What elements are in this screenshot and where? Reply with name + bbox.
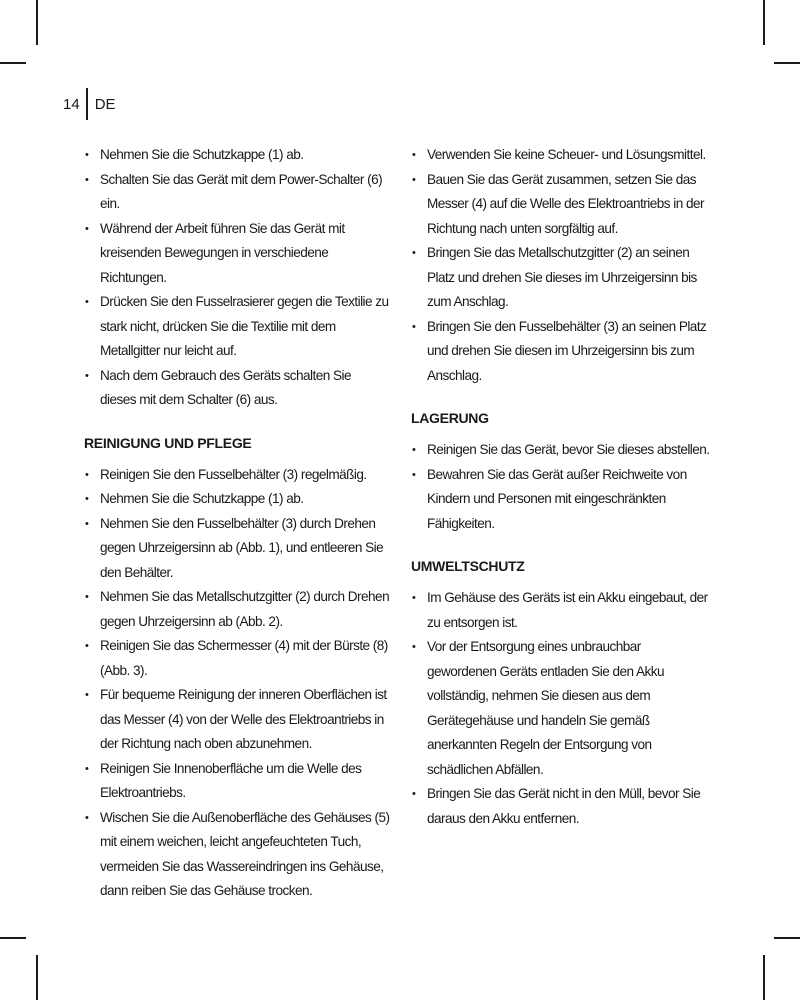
list-item: • Während der Arbeit führen Sie das Gerät mit kreisenden Bewegungen in verschiedene Richtungen. [84, 217, 390, 291]
list-item: • Bringen Sie das Metallschutzgitter (2) an seinen Platz und drehen Sie dieses im Uhrzeigersinn bis zum Anschlag. [411, 241, 713, 315]
list-item: • Vor der Entsorgung eines unbrauchbar gewordenen Geräts entladen Sie den Akku vollständig, nehmen Sie diesen aus dem Gerätegehäuse und handeln Sie gemäß anerkannten Regeln der Entsorgung von schädlichen Abfällen. [411, 635, 713, 782]
cleaning-list [84, 463, 390, 904]
list-item: • Verwenden Sie keine Scheuer- und Lösungsmittel. [411, 143, 713, 168]
cleaning-heading: REINIGUNG UND PFLEGE [84, 434, 252, 451]
crop-mark-bottom-left-horizontal [0, 937, 26, 939]
list-item: • Im Gehäuse des Geräts ist ein Akku eingebaut, der zu entsorgen ist. [411, 586, 713, 635]
list-item: • Wischen Sie die Außenoberfläche des Gehäuses (5) mit einem weichen, leicht angefeuchteten Tuch, vermeiden Sie das Wassereindringen ins Gehäuse, dann reiben Sie das Gehäuse trocken. [84, 806, 390, 904]
storage-heading: LAGERUNG [411, 410, 489, 426]
crop-mark-top-left-vertical [36, 0, 38, 45]
environment-heading: UMWELTSCHUTZ [411, 558, 525, 574]
page-header [63, 88, 116, 120]
left-column [84, 143, 390, 904]
crop-mark-bottom-right-vertical [763, 955, 765, 1000]
list-item: • Nach dem Gebrauch des Geräts schalten Sie dieses mit dem Schalter (6) aus. [84, 364, 390, 413]
crop-mark-top-right-horizontal [774, 62, 800, 64]
crop-mark-bottom-left-vertical [36, 955, 38, 1000]
language-code: DE [94, 95, 116, 113]
list-item: • Nehmen Sie den Fusselbehälter (3) durch Drehen gegen Uhrzeigersinn ab (Abb. 1), und entleeren Sie den Behälter. [84, 512, 390, 586]
list-item: • Bauen Sie das Gerät zusammen, setzen Sie das Messer (4) auf die Welle des Elektroantriebs in der Richtung nach unten sorgfältig auf. [411, 168, 713, 242]
list-item: • Bewahren Sie das Gerät außer Reichweite von Kindern und Personen mit eingeschränkten Fähigkeiten. [411, 463, 713, 537]
crop-mark-top-left-horizontal [0, 62, 26, 64]
list-item: • Nehmen Sie die Schutzkappe (1) ab. [84, 143, 390, 168]
right-column [411, 143, 713, 831]
list-item: • Bringen Sie den Fusselbehälter (3) an seinen Platz und drehen Sie diesen im Uhrzeigersinn bis zum Anschlag. [411, 315, 713, 389]
list-item: • Schalten Sie das Gerät mit dem Power-Schalter (6) ein. [84, 168, 390, 217]
storage-list [411, 438, 713, 536]
page-number: 14 [63, 95, 80, 113]
list-item: • Reinigen Sie das Gerät, bevor Sie dieses abstellen. [411, 438, 713, 463]
usage-list [84, 143, 390, 413]
list-item: • Reinigen Sie Innenoberfläche um die Welle des Elektroantriebs. [84, 757, 390, 806]
list-item: • Drücken Sie den Fusselrasierer gegen die Textilie zu stark nicht, drücken Sie die Textilie mit dem Metallgitter nur leicht auf. [84, 290, 390, 364]
crop-mark-bottom-right-horizontal [774, 937, 800, 939]
list-item: • Nehmen Sie die Schutzkappe (1) ab. [84, 487, 390, 512]
list-item: • Für bequeme Reinigung der inneren Oberflächen ist das Messer (4) von der Welle des Elektroantriebs in der Richtung nach oben abzunehmen. [84, 683, 390, 757]
list-item: • Reinigen Sie das Schermesser (4) mit der Bürste (8) (Abb. 3). [84, 634, 390, 683]
list-item: • Reinigen Sie den Fusselbehälter (3) regelmäßig. [84, 463, 390, 488]
list-item: • Nehmen Sie das Metallschutzgitter (2) durch Drehen gegen Uhrzeigersinn ab (Abb. 2). [84, 585, 390, 634]
cleaning-continued-list [411, 143, 713, 388]
list-item: • Bringen Sie das Gerät nicht in den Müll, bevor Sie daraus den Akku entfernen. [411, 782, 713, 831]
environment-list [411, 586, 713, 831]
crop-mark-top-right-vertical [763, 0, 765, 45]
